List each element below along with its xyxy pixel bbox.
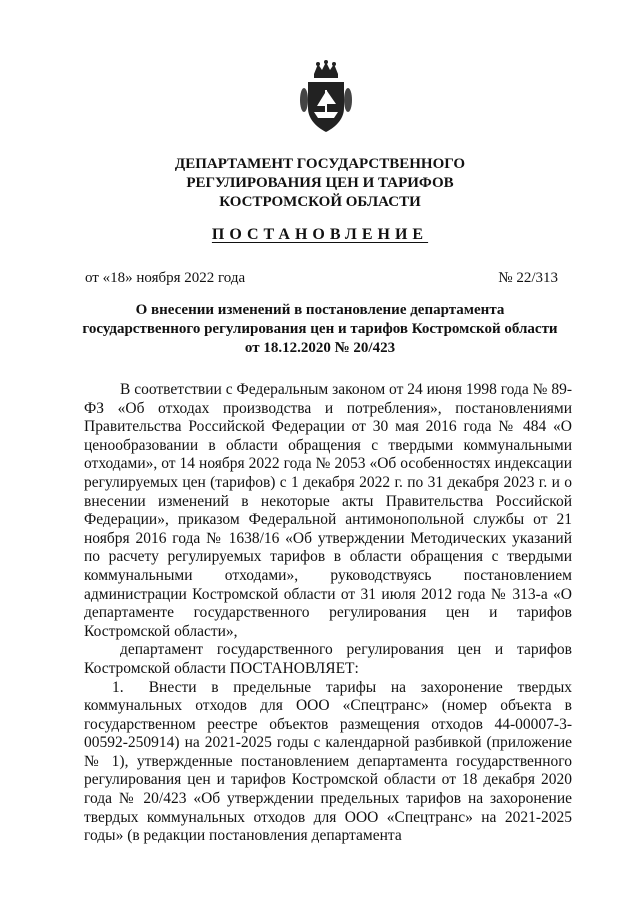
document-type: ПОСТАНОВЛЕНИЕ <box>211 226 429 243</box>
resolving-paragraph: департамент государственного регулирования цен и тарифов Костромской области ПОСТАНОВЛЯЕТ: <box>84 641 572 677</box>
dept-line: КОСТРОМСКОЙ ОБЛАСТИ <box>219 194 421 210</box>
dept-line: ДЕПАРТАМЕНТ ГОСУДАРСТВЕННОГО <box>174 156 466 172</box>
item-1-paragraph <box>84 679 572 846</box>
title-line: государственного регулирования цен и тарифов Костромской области <box>82 321 558 337</box>
document-number: № 22/313 <box>498 270 558 286</box>
title-line: от 18.12.2020 № 20/423 <box>244 340 396 356</box>
department-header <box>0 155 640 212</box>
title-line: О внесении изменений в постановление департамента <box>135 302 505 318</box>
item-text: Внести в предельные тарифы на захоронение твердых коммунальных отходов для ООО «Спецтранс» (номер объекта в государственном реестре объектов размещения отходов 44-00007-3-00592-250914) на 2021-2025 годы с календарной разбивкой (приложение № 1), утвержденные постановлением департамента государственного регулирования цен и тарифов Костромской области от 18 декабря 2020 года № 20/423 «Об утверждении предельных тарифов на захоронение твердых коммунальных отходов для ООО «Спецтранс» на 2021-2025 годы» (в редакции постановления департамента <box>84 678 572 845</box>
dept-line: РЕГУЛИРОВАНИЯ ЦЕН И ТАРИФОВ <box>186 175 454 191</box>
preamble-paragraph: В соответствии с Федеральным законом от 24 июня 1998 года № 89-ФЗ «Об отходах производства и потребления», постановлениями Правительства Российской Федерации от 30 мая 2016 года № 484 «О ценообразовании в области обращения с твердыми коммунальными отходами», от 14 ноября 2022 года № 2053 «Об особенностях индексации регулируемых цен (тарифов) с 1 декабря 2022 г. по 31 декабря 2023 г. и о внесении изменений в некоторые акты Правительства Российской Федерации», приказом Федеральной антимонопольной службы от 21 ноября 2016 года № 1638/16 «Об утверждении Методических указаний по расчету регулируемых тарифов в области обращения с твердыми коммунальными отходами», руководствуясь постановлением администрации Костромской области от 31 июля 2012 года № 313-а «О департаменте государственного регулирования цен и тарифов Костромской области», <box>84 381 572 640</box>
document-title <box>0 301 640 358</box>
coat-of-arms-icon <box>296 60 356 136</box>
item-number: 1. <box>112 678 124 696</box>
document-date: от «18» ноября 2022 года <box>85 270 246 286</box>
document-body <box>84 381 572 846</box>
